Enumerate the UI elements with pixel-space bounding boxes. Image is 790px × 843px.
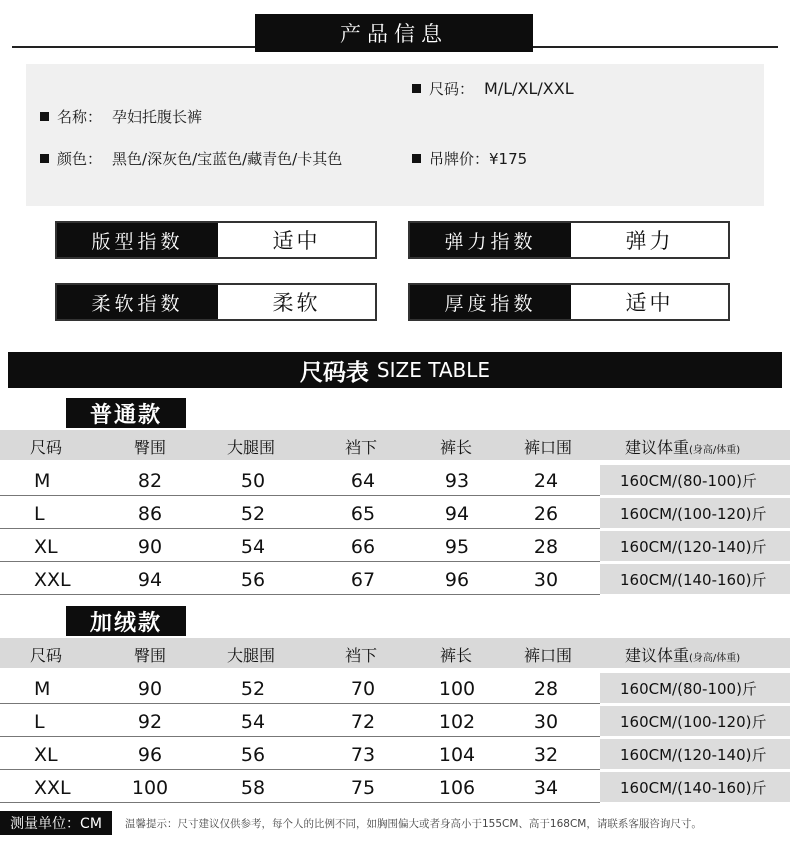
cell-crotch: 64 bbox=[350, 470, 376, 492]
cell-hem: 24 bbox=[533, 470, 559, 492]
col-hip: 臀围 bbox=[134, 438, 167, 457]
cell-thigh: 58 bbox=[240, 777, 266, 799]
cell-hem: 30 bbox=[533, 711, 559, 733]
index-softness-value: 柔软 bbox=[272, 291, 321, 315]
col-weight bbox=[625, 435, 740, 458]
cell-length: 100 bbox=[438, 678, 476, 700]
cell-weight: 160CM/(120-140)斤 bbox=[600, 531, 790, 561]
cell-hem: 28 bbox=[533, 678, 559, 700]
col-weight-label: 建议体重 bbox=[625, 438, 690, 457]
cell-length: 94 bbox=[444, 503, 470, 525]
info-name-label: 名称： bbox=[57, 108, 103, 126]
index-thickness-value: 适中 bbox=[625, 291, 674, 315]
table-row bbox=[0, 563, 790, 595]
row-divider bbox=[0, 495, 600, 496]
table-row bbox=[0, 497, 790, 529]
cell-thigh: 56 bbox=[240, 569, 266, 591]
cell-hip: 94 bbox=[137, 569, 163, 591]
section-title-product-info: 产品信息 bbox=[255, 14, 533, 52]
cell-size: M bbox=[34, 470, 51, 492]
col-weight-label: 建议体重 bbox=[625, 646, 690, 665]
table-header-regular bbox=[0, 430, 790, 460]
cell-crotch: 73 bbox=[350, 744, 376, 766]
cell-hem: 30 bbox=[533, 569, 559, 591]
table-row bbox=[0, 530, 790, 562]
table-row bbox=[0, 738, 790, 770]
cell-length: 93 bbox=[444, 470, 470, 492]
index-softness bbox=[55, 283, 377, 321]
product-info-panel bbox=[26, 64, 764, 206]
index-thickness-label: 厚度指数 bbox=[410, 285, 571, 319]
cell-length: 106 bbox=[438, 777, 476, 799]
index-fit-value: 适中 bbox=[272, 229, 321, 253]
cell-thigh: 50 bbox=[240, 470, 266, 492]
cell-hem: 28 bbox=[533, 536, 559, 558]
cell-thigh: 54 bbox=[240, 536, 266, 558]
info-size bbox=[412, 78, 574, 99]
cell-thigh: 52 bbox=[240, 678, 266, 700]
cell-thigh: 56 bbox=[240, 744, 266, 766]
footer-note: 温馨提示：尺寸建议仅供参考，每个人的比例不同，如胸围偏大或者身高小于155CM、高于168CM，请联系客服咨询尺寸。 bbox=[125, 818, 702, 830]
cell-size: XL bbox=[34, 744, 58, 766]
cell-hip: 86 bbox=[137, 503, 163, 525]
info-color-value: 黑色/深灰色/宝蓝色/藏青色/卡其色 bbox=[112, 150, 343, 168]
col-weight-sub: (身高/体重) bbox=[689, 445, 741, 456]
cell-crotch: 66 bbox=[350, 536, 376, 558]
info-price bbox=[412, 148, 527, 169]
cell-size: XXL bbox=[34, 569, 71, 591]
cell-weight: 160CM/(80-100)斤 bbox=[600, 673, 790, 703]
cell-weight: 160CM/(140-160)斤 bbox=[600, 772, 790, 802]
row-divider bbox=[0, 528, 600, 529]
col-thigh: 大腿围 bbox=[227, 646, 276, 665]
col-size: 尺码 bbox=[30, 438, 63, 457]
index-thickness bbox=[408, 283, 730, 321]
cell-weight: 160CM/(100-120)斤 bbox=[600, 706, 790, 736]
cell-hem: 34 bbox=[533, 777, 559, 799]
info-size-label: 尺码： bbox=[429, 80, 475, 98]
cell-weight: 160CM/(120-140)斤 bbox=[600, 739, 790, 769]
table-tag-regular: 普通款 bbox=[66, 398, 186, 428]
cell-length: 104 bbox=[438, 744, 476, 766]
info-price-value: ¥175 bbox=[489, 149, 528, 168]
cell-hip: 90 bbox=[137, 678, 163, 700]
cell-length: 95 bbox=[444, 536, 470, 558]
cell-hip: 92 bbox=[137, 711, 163, 733]
cell-size: XXL bbox=[34, 777, 71, 799]
cell-size: L bbox=[34, 711, 45, 733]
measure-unit-badge: 测量单位：CM bbox=[0, 811, 112, 835]
cell-size: XL bbox=[34, 536, 58, 558]
cell-weight: 160CM/(140-160)斤 bbox=[600, 564, 790, 594]
table-row bbox=[0, 771, 790, 803]
info-name-value: 孕妇托腹长裤 bbox=[112, 108, 203, 126]
cell-hip: 82 bbox=[137, 470, 163, 492]
col-weight bbox=[625, 643, 740, 666]
table-tag-fleece: 加绒款 bbox=[66, 606, 186, 636]
cell-hem: 26 bbox=[533, 503, 559, 525]
index-softness-label: 柔软指数 bbox=[57, 285, 218, 319]
bullet-square-icon bbox=[412, 154, 421, 163]
size-table-title-zh: 尺码表 bbox=[299, 359, 369, 386]
cell-weight: 160CM/(100-120)斤 bbox=[600, 498, 790, 528]
cell-crotch: 70 bbox=[350, 678, 376, 700]
table-row bbox=[0, 705, 790, 737]
row-divider bbox=[0, 703, 600, 704]
info-price-label: 吊牌价： bbox=[429, 150, 490, 168]
col-size: 尺码 bbox=[30, 646, 63, 665]
col-hem: 裤口围 bbox=[524, 438, 573, 457]
bullet-square-icon bbox=[412, 84, 421, 93]
cell-size: L bbox=[34, 503, 45, 525]
row-divider bbox=[0, 769, 600, 770]
col-weight-sub: (身高/体重) bbox=[689, 653, 741, 664]
col-crotch: 裆下 bbox=[345, 438, 378, 457]
row-divider bbox=[0, 561, 600, 562]
cell-length: 96 bbox=[444, 569, 470, 591]
row-divider bbox=[0, 736, 600, 737]
info-size-value: M/L/XL/XXL bbox=[484, 79, 574, 98]
cell-size: M bbox=[34, 678, 51, 700]
index-stretch bbox=[408, 221, 730, 259]
col-hip: 臀围 bbox=[134, 646, 167, 665]
index-fit bbox=[55, 221, 377, 259]
cell-hip: 90 bbox=[137, 536, 163, 558]
cell-crotch: 65 bbox=[350, 503, 376, 525]
size-table-banner bbox=[8, 352, 782, 388]
info-color bbox=[40, 148, 342, 169]
index-stretch-value: 弹力 bbox=[625, 229, 674, 253]
cell-hip: 96 bbox=[137, 744, 163, 766]
info-color-label: 颜色： bbox=[57, 150, 103, 168]
col-thigh: 大腿围 bbox=[227, 438, 276, 457]
col-hem: 裤口围 bbox=[524, 646, 573, 665]
size-table-title-en: SIZE TABLE bbox=[376, 358, 491, 382]
col-crotch: 裆下 bbox=[345, 646, 378, 665]
cell-thigh: 54 bbox=[240, 711, 266, 733]
table-row bbox=[0, 672, 790, 704]
index-stretch-label: 弹力指数 bbox=[410, 223, 571, 257]
table-row bbox=[0, 464, 790, 496]
cell-crotch: 72 bbox=[350, 711, 376, 733]
col-length: 裤长 bbox=[440, 646, 473, 665]
info-name bbox=[40, 106, 202, 127]
row-divider bbox=[0, 594, 600, 595]
cell-crotch: 67 bbox=[350, 569, 376, 591]
cell-weight: 160CM/(80-100)斤 bbox=[600, 465, 790, 495]
cell-hip: 100 bbox=[131, 777, 169, 799]
table-header-fleece bbox=[0, 638, 790, 668]
bullet-square-icon bbox=[40, 112, 49, 121]
index-fit-label: 版型指数 bbox=[57, 223, 218, 257]
cell-hem: 32 bbox=[533, 744, 559, 766]
cell-length: 102 bbox=[438, 711, 476, 733]
col-length: 裤长 bbox=[440, 438, 473, 457]
bullet-square-icon bbox=[40, 154, 49, 163]
row-divider bbox=[0, 802, 600, 803]
cell-thigh: 52 bbox=[240, 503, 266, 525]
cell-crotch: 75 bbox=[350, 777, 376, 799]
